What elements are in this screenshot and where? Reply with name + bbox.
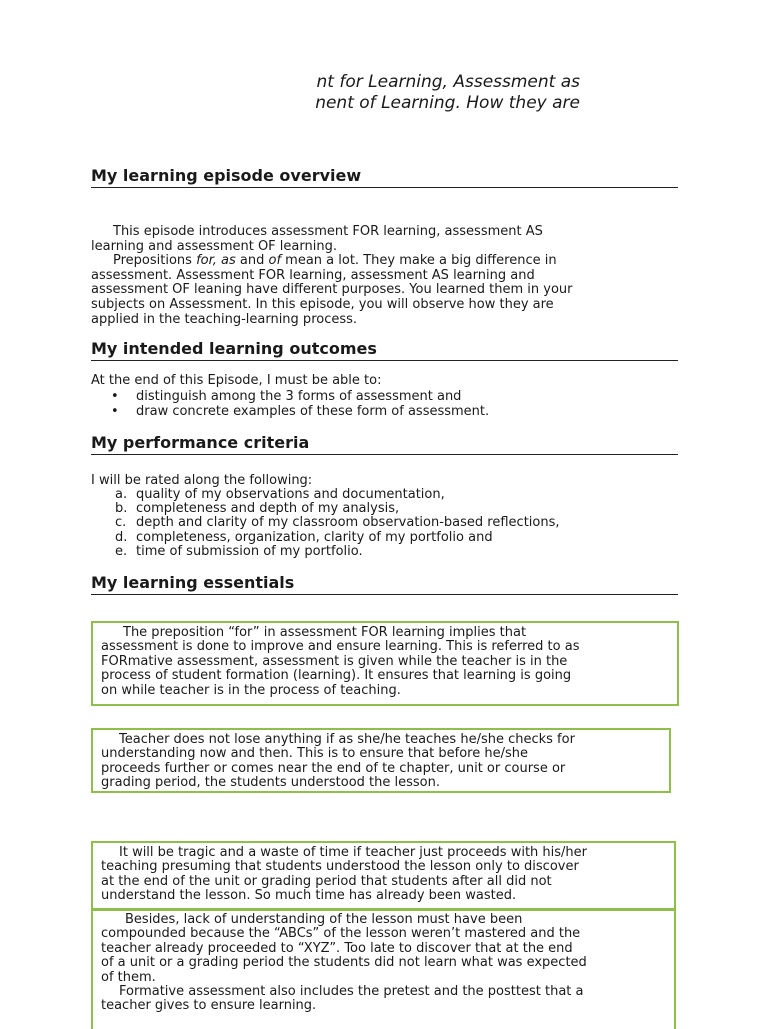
- box-line: of them.: [101, 969, 156, 985]
- list-marker: d.: [115, 529, 128, 545]
- list-marker: a.: [115, 487, 128, 502]
- essential-box-formative: [91, 621, 679, 706]
- heading-learning-episode-overview: My learning episode overview: [91, 166, 678, 188]
- list-item-text: depth and clarity of my classroom observation-based reflections,: [136, 515, 560, 531]
- list-item-text: completeness, organization, clarity of my portfolio and: [136, 529, 493, 545]
- box-line: assessment is done to improve and ensure learning. This is referred to as: [101, 639, 580, 655]
- overview-line: assessment. Assessment FOR learning, assessment AS learning and: [91, 267, 535, 283]
- list-item: • distinguish among the 3 forms of assessment and: [91, 389, 489, 404]
- box-line: teacher already proceeded to “XYZ”. Too late to discover that at the end: [101, 940, 573, 956]
- list-item: • draw concrete examples of these form of assessment.: [91, 404, 489, 419]
- overview-text: Prepositions: [113, 253, 197, 269]
- box-line: of a unit or a grading period the students did not learn what was expected: [101, 955, 587, 971]
- list-item: [91, 545, 560, 559]
- overview-line: learning and assessment OF learning.: [91, 238, 337, 254]
- overview-line: This episode introduces assessment FOR learning, assessment AS: [113, 224, 543, 239]
- overview-paragraph: [91, 225, 691, 327]
- box-line: teacher gives to ensure learning.: [101, 998, 317, 1014]
- box-line: Besides, lack of understanding of the lesson must have been: [125, 912, 523, 927]
- preposition-for-as: for, as: [196, 253, 236, 269]
- box-line: It will be tragic and a waste of time if teacher just proceeds with his/her: [119, 845, 588, 860]
- box-line: grading period, the students understood the lesson.: [101, 775, 440, 791]
- overview-text: mean a lot. They make a big difference in: [281, 253, 557, 269]
- list-item: [91, 502, 560, 516]
- overview-line: applied in the teaching-learning process.: [91, 311, 358, 327]
- heading-intended-learning-outcomes: My intended learning outcomes: [91, 339, 678, 361]
- criteria-intro: I will be rated along the following:: [91, 473, 313, 488]
- box-line: understanding now and then. This is to ensure that before he/she: [101, 746, 528, 762]
- box-line: at the end of the unit or grading period that students after all did not: [101, 873, 552, 889]
- box-line: on while teacher is in the process of teaching.: [101, 682, 401, 698]
- box-line: proceeds further or comes near the end of te chapter, unit or course or: [101, 760, 566, 776]
- box-line: Formative assessment also includes the pretest and the posttest that a: [119, 984, 584, 1000]
- list-item-text: quality of my observations and documentation,: [136, 487, 445, 502]
- document-title-line-1: nt for Learning, Assessment as: [316, 72, 580, 92]
- box-line: FORmative assessment, assessment is given while the teacher is in the: [101, 653, 568, 669]
- overview-text: and: [235, 253, 269, 269]
- heading-learning-essentials: My learning essentials: [91, 573, 678, 595]
- preposition-of: of: [268, 253, 282, 269]
- essential-box-compounded: [91, 908, 676, 1029]
- box-line: The preposition “for” in assessment FOR learning implies that: [123, 625, 527, 640]
- essential-box-checking-understanding: [91, 728, 671, 793]
- document-title-line-2: nent of Learning. How they are: [315, 93, 580, 113]
- list-item-text: completeness and depth of my analysis,: [136, 501, 400, 517]
- list-item: [91, 531, 560, 545]
- outcomes-list: [91, 389, 489, 419]
- essential-box-waste-of-time: [91, 841, 676, 911]
- list-marker: c.: [115, 515, 127, 531]
- list-marker: b.: [115, 501, 128, 517]
- box-line: process of student formation (learning). It ensures that learning is going: [101, 668, 572, 684]
- list-marker: e.: [115, 543, 128, 559]
- box-line: understand the lesson. So much time has already been wasted.: [101, 888, 517, 904]
- list-item-text: time of submission of my portfolio.: [136, 543, 363, 559]
- overview-line: assessment OF leaning have different purposes. You learned them in your: [91, 282, 573, 298]
- box-line: compounded because the “ABCs” of the lesson weren’t mastered and the: [101, 926, 581, 942]
- list-item: [91, 516, 560, 530]
- outcomes-intro: At the end of this Episode, I must be able to:: [91, 373, 382, 388]
- overview-line: subjects on Assessment. In this episode, you will observe how they are: [91, 296, 554, 312]
- heading-performance-criteria: My performance criteria: [91, 433, 678, 455]
- box-line: Teacher does not lose anything if as she/he teaches he/she checks for: [119, 732, 575, 747]
- box-line: teaching presuming that students understood the lesson only to discover: [101, 859, 579, 875]
- list-item: [91, 488, 560, 502]
- criteria-list: [91, 488, 560, 559]
